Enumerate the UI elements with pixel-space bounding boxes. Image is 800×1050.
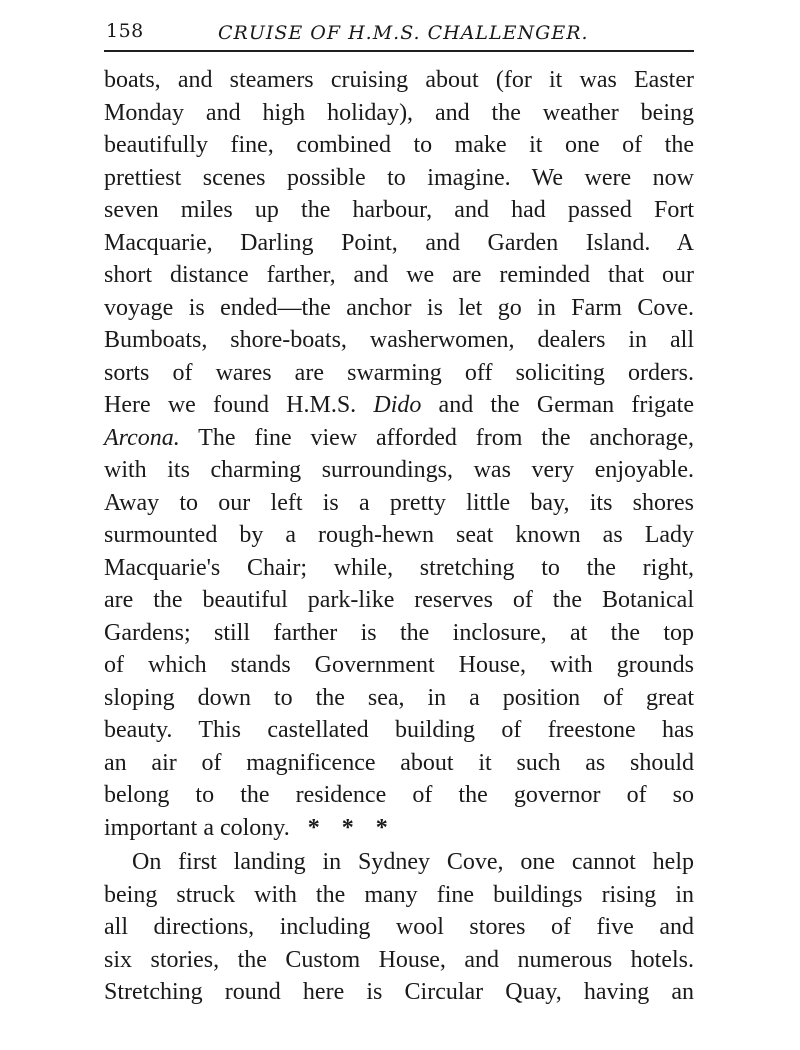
text-line: boats, and steamers cruising about (for it was Easter (104, 67, 694, 93)
text-line: Macquarie, Darling Point, and Garden Island. A (104, 229, 694, 256)
text-line: sloping down to the sea, in a position of great (104, 684, 694, 711)
text-line: beautifully fine, combined to make it one of the (104, 132, 694, 158)
text-line: prettiest scenes possible to imagine. We were now (104, 164, 694, 191)
section-break-asterisks (308, 815, 410, 841)
text-line: surmounted by a rough-hewn seat known as Lady (104, 522, 694, 548)
text-line: six stories, the Custom House, and numerous hotels. (104, 946, 694, 973)
text-line: belong to the residence of the governor of so (104, 782, 694, 808)
text-line: seven miles up the harbour, and had passed Fort (104, 197, 694, 223)
running-title: CRUISE OF H.M.S. CHALLENGER. (218, 22, 589, 44)
text-line: of which stands Government House, with grounds (104, 652, 694, 678)
paragraph-1 (104, 64, 694, 844)
text-line-final: important a colony. * * * (104, 812, 694, 845)
text-line: with its charming surroundings, was very enjoyable. (104, 457, 694, 483)
text-line: sorts of wares are swarming off soliciting orders. (104, 359, 694, 386)
text-line: beauty. This castellated building of freestone has (104, 717, 694, 743)
running-head (104, 16, 694, 52)
text-line: voyage is ended—the anchor is let go in Farm Cove. (104, 294, 694, 321)
body-text (104, 64, 694, 1009)
asterisk: * (307, 814, 320, 841)
text-line: short distance farther, and we are reminded that our (104, 262, 694, 288)
text-line: Bumboats, shore-boats, washerwomen, dealers in all (104, 327, 694, 353)
text-line: being struck with the many fine buildings rising in (104, 881, 694, 908)
text-line: all directions, including wool stores of five and (104, 914, 694, 940)
ship-name-arcona: Arcona. (104, 424, 180, 451)
text-line: Monday and high holiday), and the weather being (104, 99, 694, 126)
text-line: Gardens; still farther is the inclosure, at the top (104, 619, 694, 646)
asterisk: * (375, 814, 388, 841)
page-number: 158 (106, 20, 144, 42)
text-line: are the beautiful park-like reserves of the Botanical (104, 587, 694, 613)
text-line: Away to our left is a pretty little bay, its shores (104, 489, 694, 516)
ship-name-dido: Dido (373, 392, 422, 418)
text-line: Macquarie's Chair; while, stretching to the right, (104, 554, 694, 581)
asterisk: * (341, 814, 354, 841)
text-line: On first landing in Sydney Cove, one cannot help (132, 849, 694, 875)
text-line-dido: Here we found H.M.S. Dido and the German frigate (104, 392, 694, 418)
text-line-arcona: Arcona. The fine view afforded from the anchorage, (104, 424, 694, 451)
paragraph-2 (104, 846, 694, 1009)
text-line: an air of magnificence about it such as should (104, 749, 694, 776)
text-line: Stretching round here is Circular Quay, having an (104, 979, 694, 1005)
